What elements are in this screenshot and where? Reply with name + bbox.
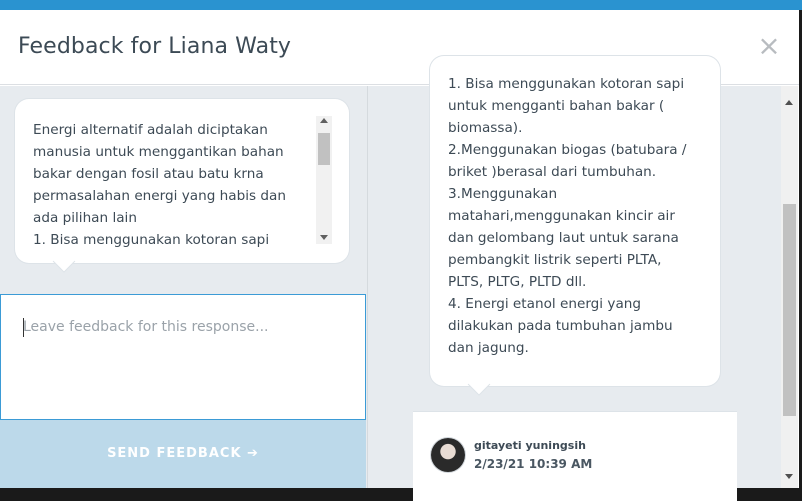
feedback-modal — [0, 10, 799, 488]
left-pane — [0, 86, 367, 488]
scroll-up-icon[interactable] — [785, 100, 793, 105]
scroll-down-icon[interactable] — [785, 474, 793, 479]
close-icon[interactable]: × — [757, 29, 781, 62]
scroll-thumb[interactable] — [318, 133, 330, 165]
author-date: 2/23/21 10:39 AM — [474, 457, 593, 471]
feedback-input[interactable] — [23, 319, 353, 409]
top-accent-bar — [0, 0, 802, 10]
avatar — [431, 438, 465, 472]
response-scrollbar[interactable] — [316, 116, 332, 244]
response-text: Energi alternatif adalah diciptakan manusia untuk menggantikan bahan bakar dengan fosil atau batu krna permasalahan energi yang habis dan ada pilihan lain 1. Bisa menggunakan kotoran sapi — [33, 122, 287, 248]
author-card — [413, 411, 737, 501]
scroll-up-icon[interactable] — [320, 118, 328, 123]
send-feedback-button[interactable]: SEND FEEDBACK ➔ — [0, 420, 366, 488]
right-pane — [367, 76, 783, 488]
response-bubble — [15, 99, 349, 263]
other-response-text: 1. Bisa menggunakan kotoran sapi untuk mengganti bahan bakar ( biomassa). 2.Menggunakan biogas (batubara / briket )berasal dari tumbuhan. 3.Menggunakan matahari,menggunakan kincir air dan gelombang laut untuk sarana pembangkit listrik seperti PLTA, PLTS, PLTG, PLTD dll. 4. Energi etanol energi yang dilakukan pada tumbuhan jambu dan jagung. — [448, 76, 687, 356]
scroll-thumb[interactable] — [783, 204, 796, 416]
feedback-field[interactable] — [0, 294, 366, 420]
other-response-bubble — [430, 56, 720, 386]
author-name: gitayeti yuningsih — [474, 439, 586, 452]
page-scrollbar[interactable] — [781, 86, 798, 488]
modal-title: Feedback for Liana Waty — [18, 34, 292, 59]
scroll-down-icon[interactable] — [320, 235, 328, 240]
